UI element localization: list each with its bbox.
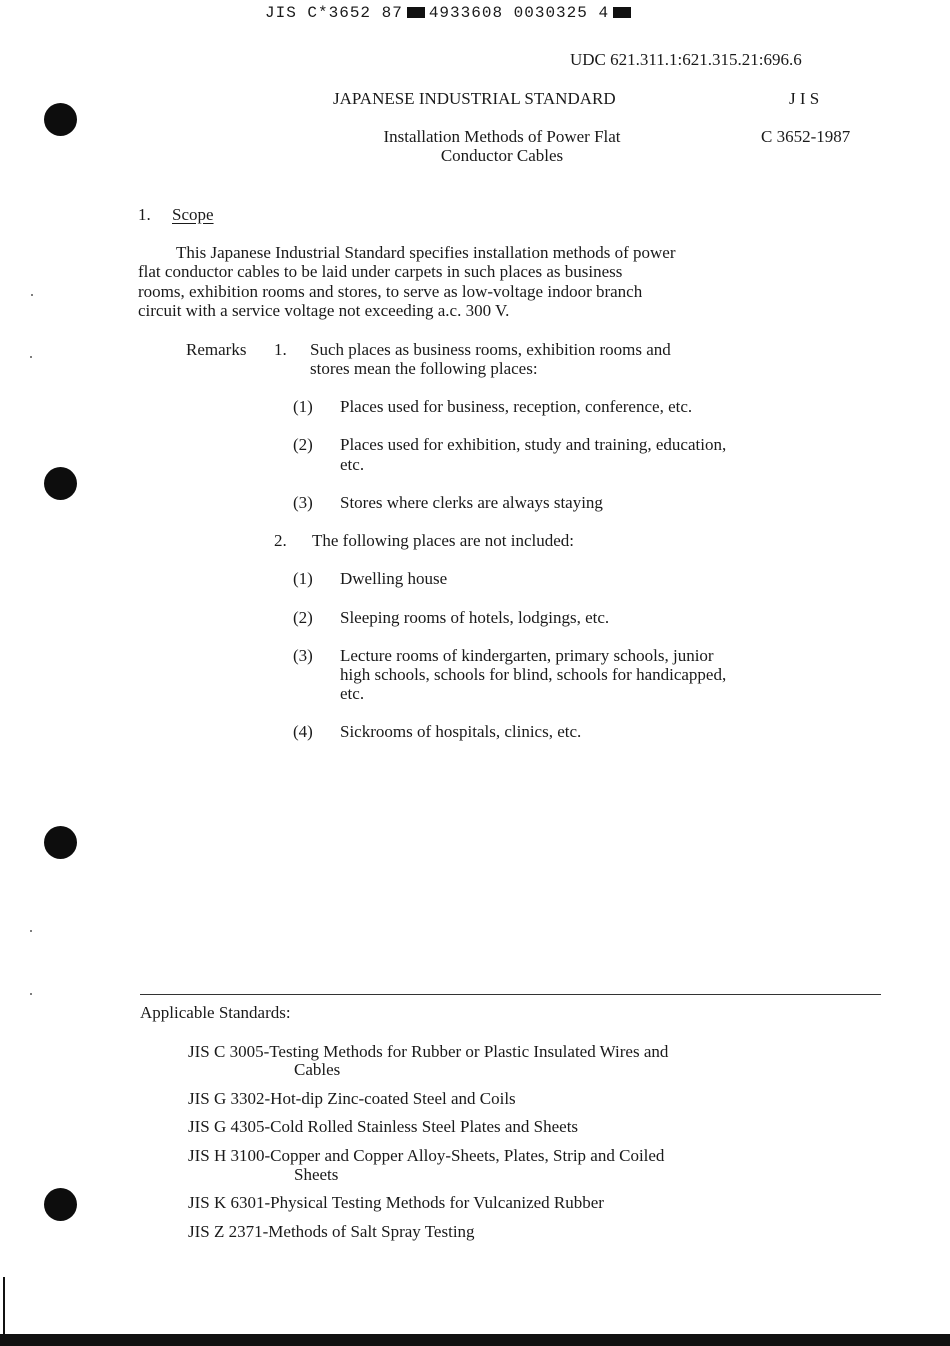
scan-speck — [30, 993, 32, 995]
remark-1-number: 1. — [274, 340, 287, 359]
top-code-strip — [265, 4, 635, 22]
punch-hole — [44, 467, 77, 500]
remark-2-item-text: Sleeping rooms of hotels, lodgings, etc. — [340, 608, 610, 627]
scan-speck — [30, 930, 32, 932]
applicable-standard-item-cont: Sheets — [294, 1165, 339, 1184]
applicable-standard-item: JIS G 4305-Cold Rolled Stainless Steel Plates and Sheets — [188, 1117, 579, 1136]
scan-edge-bottom — [0, 1334, 950, 1346]
doc-number: C 3652-1987 — [761, 127, 851, 146]
remark-2-item-text-cont: high schools, schools for blind, schools for handicapped, — [340, 665, 727, 684]
remark-2-item-number: (3) — [293, 646, 313, 665]
footnote-divider — [140, 994, 881, 995]
scan-speck — [30, 356, 32, 358]
standard-name: JAPANESE INDUSTRIAL STANDARD — [333, 89, 616, 108]
scope-para-line1: This Japanese Industrial Standard specifies installation methods of power — [176, 243, 676, 262]
jis-label: J I S — [789, 89, 820, 108]
punch-hole — [44, 103, 77, 136]
remark-2-item-text-cont: etc. — [340, 684, 365, 703]
top-code-right: 4933608 0030325 4 — [428, 4, 610, 22]
doc-title-line1: Installation Methods of Power Flat — [383, 127, 621, 146]
applicable-heading: Applicable Standards: — [140, 1003, 291, 1022]
applicable-standard-item: JIS C 3005-Testing Methods for Rubber or Plastic Insulated Wires and — [188, 1042, 669, 1061]
remark-1-item-number: (3) — [293, 493, 313, 512]
applicable-standard-item: JIS H 3100-Copper and Copper Alloy-Sheets, Plates, Strip and Coiled — [188, 1146, 665, 1165]
code-bar-mark — [407, 7, 425, 18]
top-code-left: JIS C*3652 87 — [265, 4, 403, 22]
remarks-label: Remarks — [186, 340, 247, 359]
scope-para-line4: circuit with a service voltage not exceeding a.c. 300 V. — [138, 301, 510, 320]
applicable-standard-item-cont: Cables — [294, 1060, 341, 1079]
applicable-standard-item: JIS K 6301-Physical Testing Methods for Vulcanized Rubber — [188, 1193, 604, 1212]
applicable-standard-item: JIS G 3302-Hot-dip Zinc-coated Steel and Coils — [188, 1089, 516, 1108]
section-number: 1. — [138, 205, 151, 224]
punch-hole — [44, 826, 77, 859]
remark-1-item-text: Stores where clerks are always staying — [340, 493, 603, 512]
remark-2-item-text: Lecture rooms of kindergarten, primary schools, junior — [340, 646, 714, 665]
remark-2-item-text: Dwelling house — [340, 569, 448, 588]
applicable-standard-item: JIS Z 2371-Methods of Salt Spray Testing — [188, 1222, 475, 1241]
scope-para-line3: rooms, exhibition rooms and stores, to serve as low-voltage indoor branch — [138, 282, 643, 301]
section-title: Scope — [172, 205, 214, 224]
scope-para-line2: flat conductor cables to be laid under carpets in such places as business — [138, 262, 623, 281]
remark-1-item-number: (1) — [293, 397, 313, 416]
remark-2-item-text: Sickrooms of hospitals, clinics, etc. — [340, 722, 582, 741]
remark-2-item-number: (4) — [293, 722, 313, 741]
udc-code: UDC 621.311.1:621.315.21:696.6 — [570, 50, 802, 69]
punch-hole — [44, 1188, 77, 1221]
remark-2-line: The following places are not included: — [312, 531, 574, 550]
doc-title-line2: Conductor Cables — [440, 146, 564, 165]
remark-2-number: 2. — [274, 531, 287, 550]
code-bar-mark-end — [613, 7, 631, 18]
remark-1-item-text: Places used for business, reception, conference, etc. — [340, 397, 693, 416]
remark-1-item-text: Places used for exhibition, study and training, education, — [340, 435, 727, 454]
remark-2-item-number: (2) — [293, 608, 313, 627]
remark-1-line2: stores mean the following places: — [310, 359, 538, 378]
remark-1-item-text-cont: etc. — [340, 455, 365, 474]
remark-2-item-number: (1) — [293, 569, 313, 588]
remark-1-item-number: (2) — [293, 435, 313, 454]
scan-speck — [31, 294, 33, 296]
scan-edge-left — [3, 1277, 5, 1335]
remark-1-line1: Such places as business rooms, exhibition rooms and — [310, 340, 671, 359]
